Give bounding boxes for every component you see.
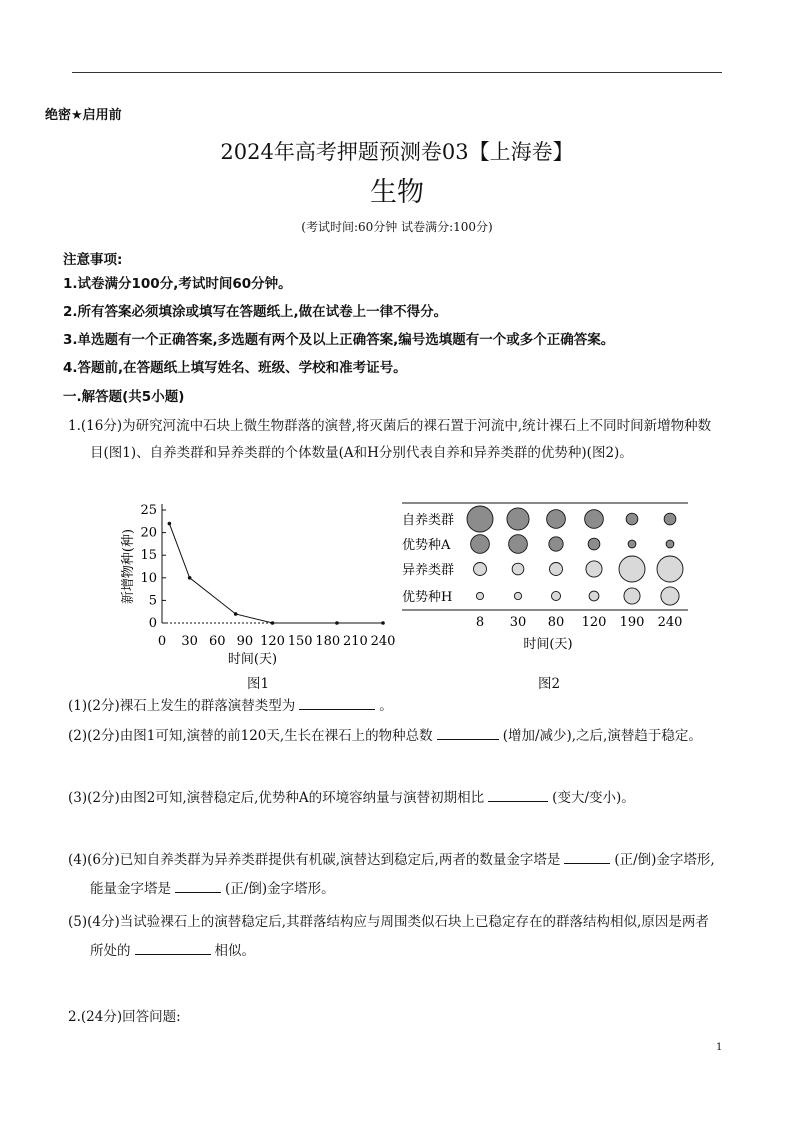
answer-blank[interactable] [488,787,548,802]
answer-blank[interactable] [437,725,499,740]
bubble [588,538,600,550]
header-rule [72,72,722,73]
figure-2-caption: 图2 [538,676,561,692]
question-1-part-4 [68,846,722,904]
question-1-part-3 [68,784,722,813]
part-4-mid: (正/倒)金字塔形,能量金字塔是 [90,852,715,897]
x-tick-label: 210 [342,634,368,649]
y-tick-label: 20 [140,525,157,541]
figure-1-line-chart [118,500,403,670]
part-3-text: (3)(2分)由图2可知,演替稳定后,优势种A的环境容纳量与演替初期相比 [68,790,485,806]
bubble [514,592,521,599]
exam-info: (考试时间:60分钟 试卷满分:100分) [301,220,493,234]
y-tick-label: 25 [140,503,157,518]
bubble [666,540,674,548]
y-tick-label: 15 [140,548,157,564]
data-point [271,621,275,625]
x-tick-label: 8 [475,615,485,630]
bubble [512,563,524,575]
page-number: 1 [716,1042,723,1053]
part-3-tail: (变大/变小)。 [552,790,635,806]
part-5-tail: 相似。 [214,943,255,959]
x-tick-label: 30 [509,615,527,630]
bubble [664,513,676,525]
x-tick-label: 180 [315,634,341,649]
bubble [547,510,566,529]
figure-2-bubble-chart [396,500,696,660]
data-point [168,522,172,526]
y-tick-label: 0 [148,616,157,631]
x-tick-label: 30 [181,634,198,649]
y-tick-label: 5 [148,593,157,609]
x-tick-label: 190 [619,615,645,630]
part-4-text: (4)(6分)已知自养类群为异养类群提供有机碳,演替达到稳定后,两者的数量金字塔是 [68,852,561,868]
x-tick-label: 240 [370,634,396,649]
bubble [476,592,483,599]
x-tick-label: 90 [236,634,254,649]
answer-blank[interactable] [175,878,221,893]
subject-title: 生物 [370,177,424,208]
question-1-part-1 [68,692,722,721]
row-label: 优势种A [402,538,451,553]
bubble [661,587,679,605]
answer-blank[interactable] [299,695,375,710]
notice-list [63,274,614,386]
notice-item: 4.答题前,在答题纸上填写姓名、班级、学校和准考证号。 [63,360,407,376]
x-axis-label: 时间(天) [523,637,573,652]
bubble [628,540,636,548]
row-label: 优势种H [402,590,453,605]
bubble [471,535,490,554]
part-2-tail: (增加/减少),之后,演替趋于稳定。 [502,728,702,744]
question-1-part-2 [68,722,722,751]
part-5-text: (5)(4分)当试验裸石上的演替稳定后,其群落结构应与周围类似石块上已稳定存在的群落结构相似,原因是两者所处的 [68,914,709,959]
data-point [188,576,192,580]
bubble [589,591,599,601]
x-tick-label: 150 [287,634,313,649]
bubble [585,510,604,529]
bubble [586,561,602,577]
notice-item: 2.所有答案必须填涂或填写在答题纸上,做在试卷上一律不得分。 [63,304,448,320]
bubble [624,588,640,604]
part-1-text: (1)(2分)裸石上发生的群落演替类型为 [68,698,296,714]
x-tick-label: 0 [157,634,167,649]
bubble [657,556,683,582]
answer-blank[interactable] [564,849,610,864]
bubble [619,556,645,582]
notice-item: 3.单选题有一个正确答案,多选题有两个及以上正确答案,编号选填题有一个或多个正确答案。 [63,332,615,348]
x-tick-label: 80 [547,615,565,630]
bubble [549,537,563,551]
x-tick-label: 240 [657,615,683,630]
bubble [626,513,638,525]
bubble [551,591,560,600]
bubble [467,506,493,532]
bubble [507,508,529,530]
row-label: 自养类群 [402,513,455,528]
x-tick-label: 60 [208,634,226,649]
secret-label: 绝密★启用前 [45,108,122,123]
question-2-stem: 2.(24分)回答问题: [68,1009,181,1025]
question-1-part-5 [68,908,722,966]
series-line [169,524,383,623]
section-title: 一.解答题(共5小题) [63,389,185,405]
data-point [381,621,385,625]
y-tick-label: 10 [140,570,157,586]
x-axis-label: 时间(天) [227,652,278,667]
figure-1-caption: 图1 [247,676,270,692]
bubble [550,563,563,576]
x-tick-label: 120 [581,615,607,630]
row-label: 异养类群 [402,563,455,578]
part-1-tail: 。 [379,698,393,714]
data-point [335,621,339,625]
answer-blank[interactable] [135,940,211,955]
notice-title: 注意事项: [63,252,123,268]
data-point [234,612,238,616]
question-1-stem: 1.(16分)为研究河流中石块上微生物群落的演替,将灭菌后的裸石置于河流中,统计裸石上不同时间新增物种数目(图1)、自养类群和异养类群的个体数量(A和H分别代表自养和异养类群的优势种)(图2)。 [68,418,712,461]
exam-title: 2024年高考押题预测卷03【上海卷】 [220,140,574,164]
x-tick-label: 120 [260,634,285,649]
y-axis-label: 新增物种(种) [121,528,136,605]
part-4-tail: (正/倒)金字塔形。 [225,881,335,897]
notice-item: 1.试卷满分100分,考试时间60分钟。 [63,276,292,292]
part-2-text: (2)(2分)由图1可知,演替的前120天,生长在裸石上的物种总数 [68,728,433,744]
bubble [474,563,487,576]
bubble [509,535,528,554]
